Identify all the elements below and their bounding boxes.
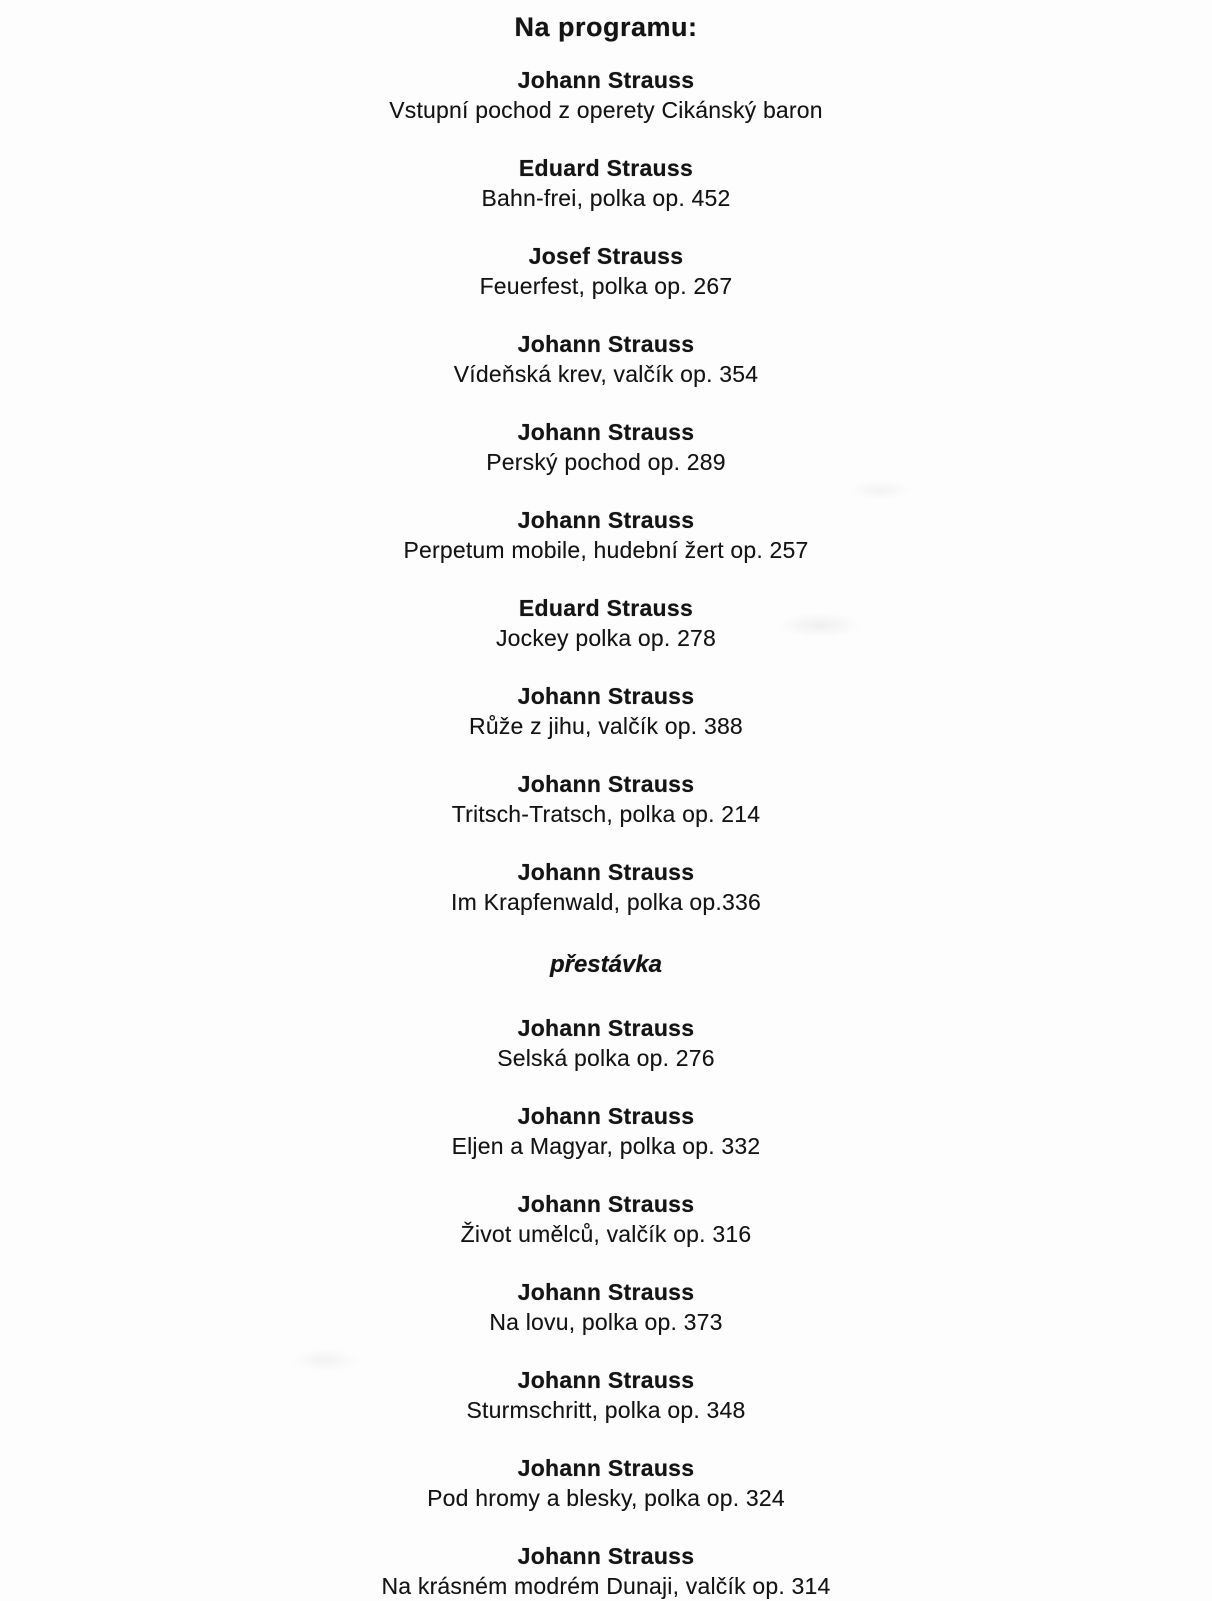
piece-title: Selská polka op. 276 xyxy=(497,1045,715,1071)
composer-name: Johann Strauss xyxy=(517,1279,695,1305)
composer-name: Johann Strauss xyxy=(517,419,695,445)
program-entry xyxy=(489,1277,722,1337)
piece-title: Jockey polka op. 278 xyxy=(495,625,717,651)
program-entry xyxy=(452,769,761,829)
program-entry xyxy=(486,417,725,477)
composer-name: Johann Strauss xyxy=(517,683,695,709)
composer-name: Johann Strauss xyxy=(517,771,695,797)
composer-name: Johann Strauss xyxy=(517,67,695,93)
piece-title: Bahn-frei, polka op. 452 xyxy=(481,185,731,211)
program-entry xyxy=(403,505,808,565)
program-entry xyxy=(496,593,716,653)
program-entry xyxy=(454,329,759,389)
piece-title: Vídeňská krev, valčík op. 354 xyxy=(453,361,759,387)
composer-name: Johann Strauss xyxy=(517,1543,695,1569)
program-entry xyxy=(452,1101,761,1161)
program-entry xyxy=(461,1189,752,1249)
program-entry xyxy=(481,153,730,213)
program-entry xyxy=(389,65,823,125)
program-entry xyxy=(427,1453,785,1513)
piece-title: Život umělců, valčík op. 316 xyxy=(460,1221,752,1247)
composer-name: Johann Strauss xyxy=(517,1455,695,1481)
piece-title: Im Krapfenwald, polka op.336 xyxy=(451,889,761,915)
program-entry xyxy=(469,681,743,741)
piece-title: Eljen a Magyar, polka op. 332 xyxy=(451,1133,761,1159)
composer-name: Johann Strauss xyxy=(517,1015,695,1041)
program-entry xyxy=(381,1541,830,1601)
piece-title: Perský pochod op. 289 xyxy=(486,449,726,475)
composer-name: Eduard Strauss xyxy=(518,155,694,181)
composer-name: Johann Strauss xyxy=(517,1191,695,1217)
piece-title: Na krásném modrém Dunaji, valčík op. 314 xyxy=(381,1573,831,1599)
intermission-label: přestávka xyxy=(549,951,663,978)
piece-title: Tritsch-Tratsch, polka op. 214 xyxy=(451,801,761,827)
program-entry xyxy=(451,857,761,917)
composer-name: Eduard Strauss xyxy=(518,595,694,621)
piece-title: Sturmschritt, polka op. 348 xyxy=(466,1397,746,1423)
composer-name: Johann Strauss xyxy=(517,331,695,357)
piece-title: Feuerfest, polka op. 267 xyxy=(479,273,733,299)
composer-name: Johann Strauss xyxy=(517,507,695,533)
piece-title: Pod hromy a blesky, polka op. 324 xyxy=(427,1485,785,1511)
piece-title: Na lovu, polka op. 373 xyxy=(489,1309,723,1335)
piece-title: Perpetum mobile, hudební žert op. 257 xyxy=(403,537,809,563)
piece-title: Růže z jihu, valčík op. 388 xyxy=(469,713,743,739)
program-entry xyxy=(480,241,733,301)
piece-title: Vstupní pochod z operety Cikánský baron xyxy=(389,97,823,123)
composer-name: Johann Strauss xyxy=(517,1103,695,1129)
composer-name: Johann Strauss xyxy=(517,1367,695,1393)
page-title: Na programu: xyxy=(514,12,698,42)
composer-name: Johann Strauss xyxy=(517,859,695,885)
program-entry xyxy=(497,1013,715,1073)
composer-name: Josef Strauss xyxy=(528,243,684,269)
program-entry xyxy=(467,1365,746,1425)
